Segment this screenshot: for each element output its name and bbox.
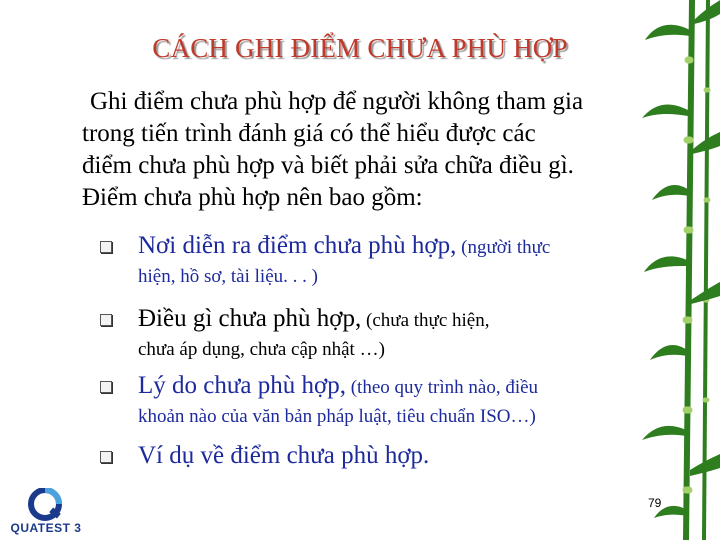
bullet-item-reason: [100, 372, 660, 428]
bullet-main-text: Lý do chưa phù hợp,: [138, 372, 346, 399]
logo-mark-icon: [28, 488, 64, 522]
slide-title: CÁCH GHI ĐIỂM CHƯA PHÙ HỢP: [152, 33, 568, 63]
intro-line: Ghi điểm chưa phù hợp để người không tham gia: [90, 88, 584, 115]
bullet-item-example: [100, 442, 660, 470]
checkbox-bullet-icon: [100, 381, 112, 393]
intro-paragraph: [82, 86, 662, 214]
checkbox-bullet-icon: [100, 241, 112, 253]
bullet-continuation-text: khoản nào của văn bản pháp luật, tiêu chuẩn ISO…): [138, 406, 536, 427]
bullet-detail-text: (theo quy trình nào, điều: [345, 377, 539, 398]
bullet-main-text: Ví dụ về điểm chưa phù hợp.: [138, 442, 430, 469]
bullet-continuation-text: hiện, hồ sơ, tài liệu. . . ): [138, 266, 318, 287]
intro-line: điểm chưa phù hợp và biết phải sửa chữa điều gì.: [82, 152, 574, 179]
bullet-item-location: [100, 232, 660, 288]
page-number: 79: [648, 496, 662, 510]
bullet-continuation-text: chưa áp dụng, chưa cập nhật …): [138, 339, 385, 360]
bullet-main-text: Điều gì chưa phù hợp,: [138, 305, 362, 332]
intro-line: trong tiến trình đánh giá có thể hiểu được các: [82, 120, 536, 147]
intro-line: Điểm chưa phù hợp nên bao gồm:: [82, 184, 423, 211]
bamboo-decoration-icon: [640, 0, 720, 540]
checkbox-bullet-icon: [100, 451, 112, 463]
bullet-detail-text: (chưa thực hiện,: [361, 310, 490, 331]
checkbox-bullet-icon: [100, 314, 112, 326]
bullet-item-what: [100, 305, 660, 361]
logo-text: QUATEST 3: [10, 521, 82, 535]
bullet-main-text: Nơi diễn ra điểm chưa phù hợp,: [138, 232, 457, 259]
quatest-logo: [6, 488, 86, 538]
bullet-detail-text: (người thực: [456, 237, 551, 258]
